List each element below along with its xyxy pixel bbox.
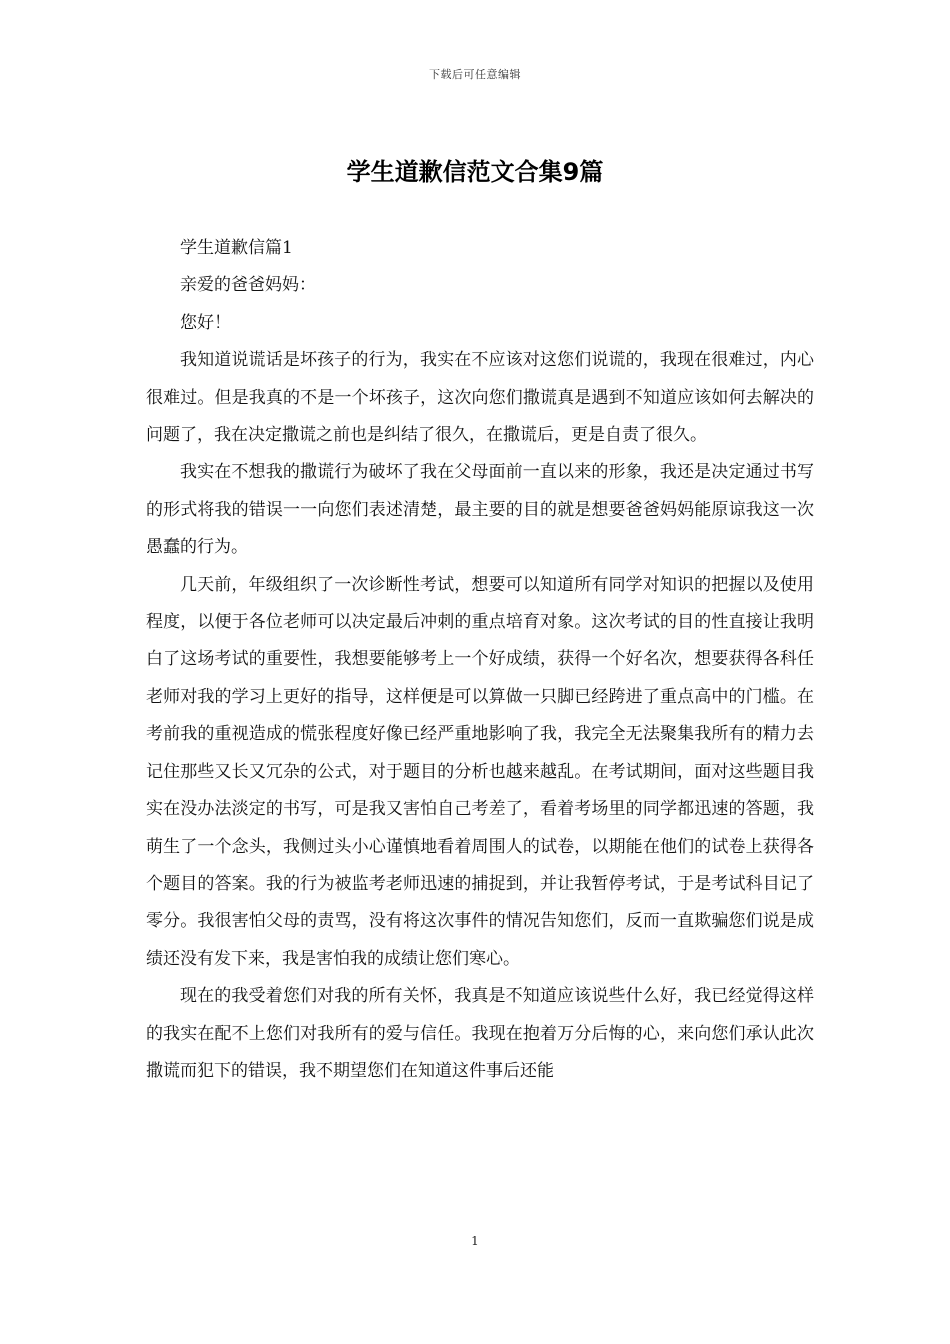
salutation: 亲爱的爸爸妈妈： xyxy=(180,275,316,296)
page-header-note: 下载后可任意编辑 xyxy=(429,68,521,81)
document-body xyxy=(146,230,814,1090)
body-paragraph: 我实在不想我的撒谎行为破坏了我在父母面前一直以来的形象，我还是决定通过书写的形式将我的错误一一向您们表述清楚，最主要的目的就是想要爸爸妈妈能原谅我这一次愚蠢的行为。 xyxy=(146,462,814,558)
page-number: 1 xyxy=(471,1234,479,1248)
body-paragraph: 我知道说谎话是坏孩子的行为，我实在不应该对这您们说谎的，我现在很难过，内心很难过。但是我真的不是一个坏孩子，这次向您们撒谎真是遇到不知道应该如何去解决的问题了，我在决定撒谎之前也是纠结了很久，在撒谎后，更是自责了很久。 xyxy=(146,350,814,446)
body-paragraph: 现在的我受着您们对我的所有关怀，我真是不知道应该说些什么好，我已经觉得这样的我实在配不上您们对我所有的爱与信任。我现在抱着万分后悔的心，来向您们承认此次撒谎而犯下的错误，我不期望您们在知道这件事后还能 xyxy=(146,986,814,1081)
document-title: 学生道歉信范文合集9篇 xyxy=(346,158,604,186)
section-heading: 学生道歉信篇1 xyxy=(180,238,293,258)
greeting: 您好！ xyxy=(180,312,231,333)
body-paragraph: 几天前，年级组织了一次诊断性考试，想要可以知道所有同学对知识的把握以及使用程度，以便于各位老师可以决定最后冲刺的重点培育对象。这次考试的目的性直接让我明白了这场考试的重要性，我想要能够考上一个好成绩，获得一个好名次，想要获得各科任老师对我的学习上更好的指导，这样便是可以算做一只脚已经跨进了重点高中的门槛。在考前我的重视造成的慌张程度好像已经严重地影响了我，我完全无法聚集我所有的精力去记住那些又长又冗杂的公式，对于题目的分析也越来越乱。在考试期间，面对这些题目我实在没办法淡定的书写，可是我又害怕自己考差了，看着考场里的同学都迅速的答题，我萌生了一个念头，我侧过头小心谨慎地看着周围人的试卷，以期能在他们的试卷上获得各个题目的答案。我的行为被监考老师迅速的捕捉到，并让我暂停考试，于是考试科目记了零分。我很害怕父母的责骂，没有将这次事件的情况告知您们，反而一直欺骗您们说是成绩还没有发下来，我是害怕我的成绩让您们寒心。 xyxy=(146,574,814,969)
